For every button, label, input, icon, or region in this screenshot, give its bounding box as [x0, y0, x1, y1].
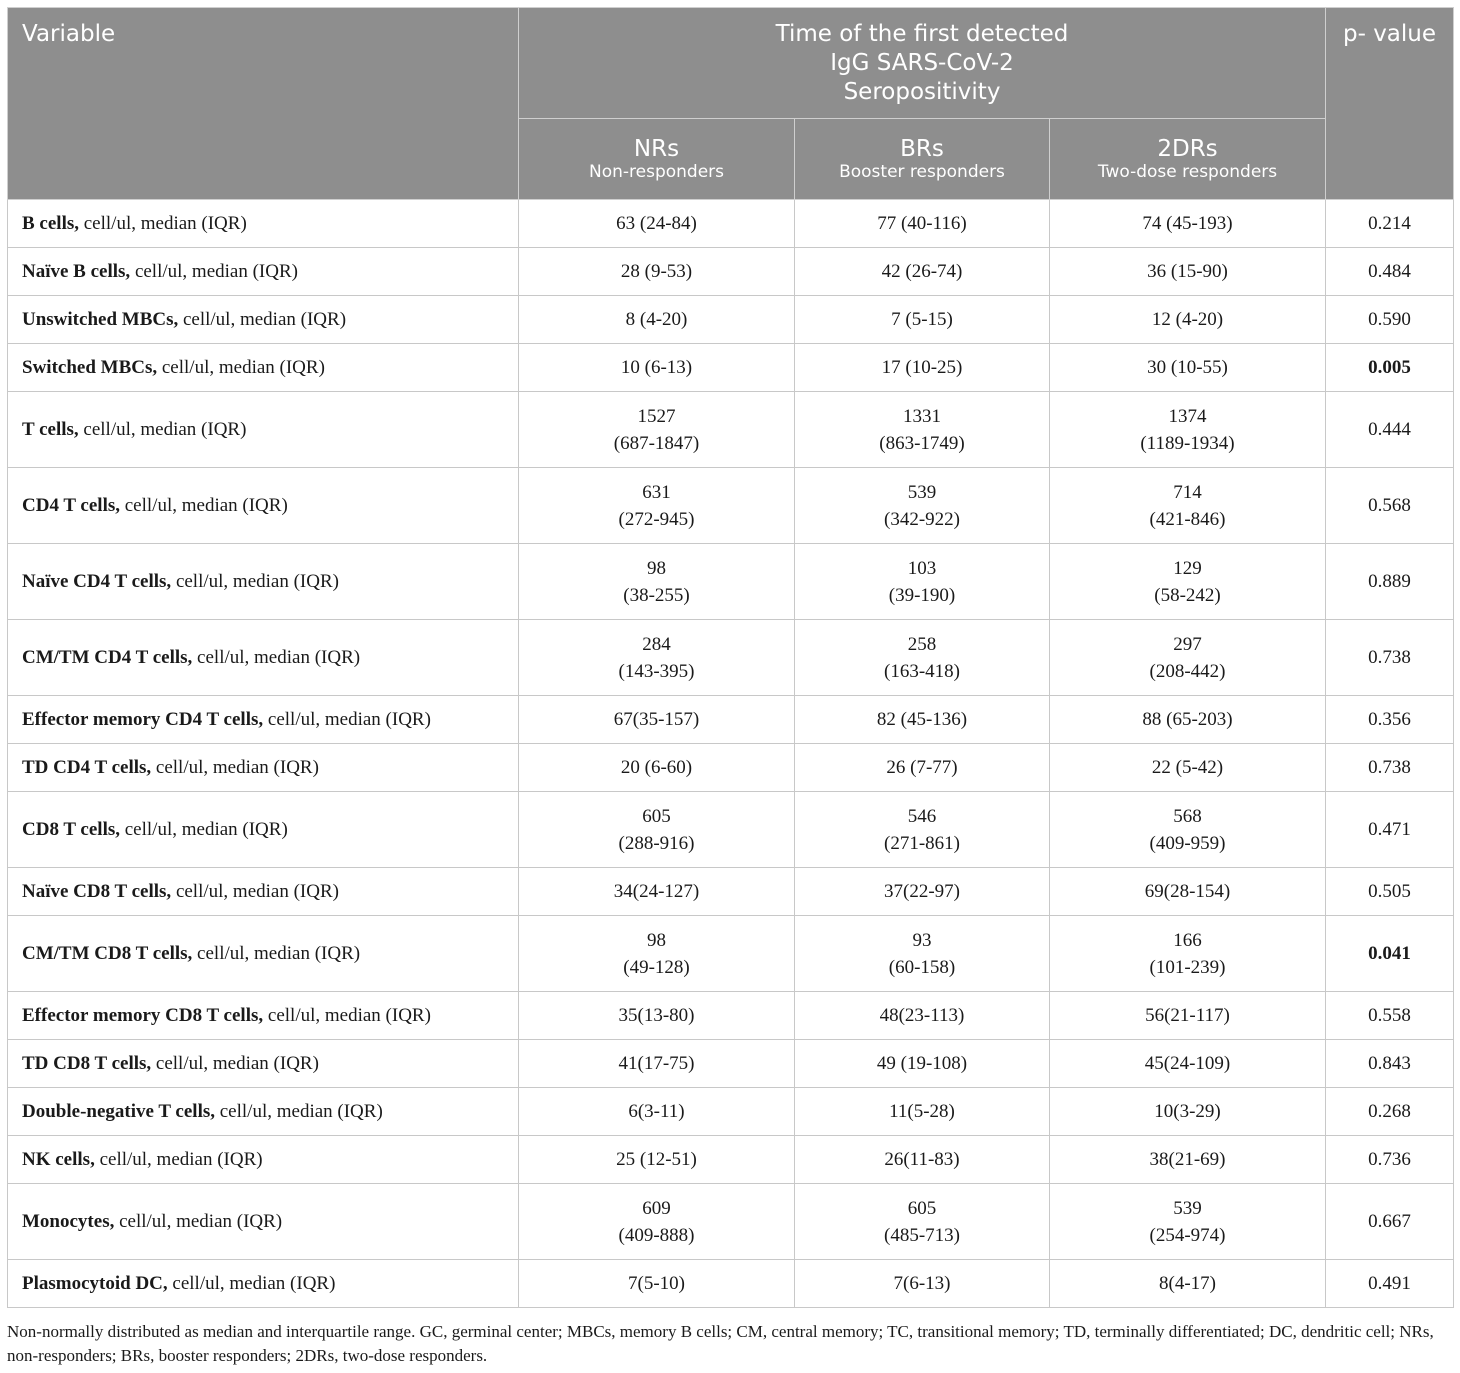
table-row [8, 1184, 1454, 1260]
cell-variable [8, 992, 519, 1040]
cell-p-value: 0.005 [1326, 344, 1454, 392]
cell-value-line: (49-128) [623, 956, 690, 978]
cell-variable [8, 792, 519, 868]
cell-variable [8, 296, 519, 344]
cell-value-line: 103 [907, 557, 937, 579]
table-row [8, 916, 1454, 992]
variable-name: CM/TM CD8 T cells, [22, 943, 193, 964]
table-row [8, 620, 1454, 696]
cell-value-line: 35(13-80) [618, 1005, 695, 1026]
cell-value-line: 67(35-157) [613, 709, 700, 730]
cell-brs [795, 544, 1050, 620]
cell-brs [795, 344, 1050, 392]
cell-value-line: 605 [642, 805, 671, 827]
cell-value-line: (421-846) [1149, 508, 1226, 530]
cell-value-line: 88 (65-203) [1142, 709, 1233, 730]
table-row [8, 1088, 1454, 1136]
cell-value-line: 34(24-127) [613, 881, 700, 902]
cell-2drs [1050, 392, 1326, 468]
cell-value-line: (60-158) [888, 956, 956, 978]
header-2drs-abbr: 2DRs [1157, 136, 1218, 162]
cell-value-line: (1189-1934) [1140, 432, 1235, 454]
cell-nrs [519, 868, 795, 916]
variable-unit: cell/ul, median (IQR) [192, 943, 361, 964]
variable-name: Double-negative T cells, [22, 1101, 215, 1122]
cell-p-value: 0.484 [1326, 248, 1454, 296]
cell-value-line: 8(4-17) [1159, 1273, 1216, 1294]
cell-2drs [1050, 1136, 1326, 1184]
cell-value-line: (254-974) [1149, 1224, 1226, 1246]
variable-name: Effector memory CD4 T cells, [22, 709, 264, 730]
cell-value-line: 26(11-83) [884, 1149, 960, 1170]
cell-nrs [519, 468, 795, 544]
cell-2drs [1050, 296, 1326, 344]
cell-value-line: 6(3-11) [628, 1101, 685, 1122]
cell-nrs [519, 248, 795, 296]
header-p-value: p- value [1326, 8, 1454, 200]
cell-brs [795, 296, 1050, 344]
cell-nrs [519, 992, 795, 1040]
cell-value-line: 26 (7-77) [886, 757, 958, 778]
cell-nrs [519, 296, 795, 344]
header-group-title [519, 8, 1326, 119]
cell-value-line: (143-395) [618, 660, 695, 682]
variable-unit: cell/ul, median (IQR) [79, 213, 247, 234]
cell-variable [8, 200, 519, 248]
variable-unit: cell/ul, median (IQR) [120, 495, 288, 516]
cell-value-line: (288-916) [618, 832, 695, 854]
variable-name: TD CD8 T cells, [22, 1053, 152, 1074]
variable-unit: cell/ul, median (IQR) [94, 1149, 263, 1170]
cell-nrs [519, 1040, 795, 1088]
cell-value-line: 41(17-75) [618, 1053, 695, 1074]
cell-value-line: 7(6-13) [893, 1273, 951, 1294]
cell-variable [8, 1040, 519, 1088]
cell-value-line: 539 [907, 481, 937, 503]
cell-value-line: 93 [912, 929, 932, 951]
cell-value-line: 98 [647, 929, 666, 951]
table-row [8, 248, 1454, 296]
variable-unit: cell/ul, median (IQR) [171, 881, 339, 902]
cell-value-line: (101-239) [1149, 956, 1226, 978]
variable-name: CD4 T cells, [22, 495, 120, 516]
cell-value-line: 42 (26-74) [881, 261, 963, 282]
variable-unit: cell/ul, median (IQR) [151, 1053, 319, 1074]
variable-name: Naïve CD8 T cells, [22, 881, 172, 902]
cell-value-line: 74 (45-193) [1142, 213, 1233, 234]
variable-name: Naïve B cells, [22, 261, 131, 282]
variable-name: Monocytes, [22, 1211, 115, 1232]
cell-value-line: 28 (9-53) [620, 261, 693, 282]
cell-nrs [519, 696, 795, 744]
header-variable: Variable [8, 8, 519, 200]
cell-p-value: 0.444 [1326, 392, 1454, 468]
cell-value-line: 284 [642, 633, 671, 655]
cell-2drs [1050, 868, 1326, 916]
cell-variable [8, 248, 519, 296]
cell-value-line: 8 (4-20) [625, 309, 688, 330]
cell-value-line: 45(24-109) [1144, 1053, 1231, 1074]
cell-nrs [519, 344, 795, 392]
variable-unit: cell/ul, median (IQR) [171, 571, 339, 592]
cell-p-value: 0.736 [1326, 1136, 1454, 1184]
cell-value-line: (409-959) [1149, 832, 1226, 854]
cell-value-line: 568 [1173, 805, 1202, 827]
variable-name: CD8 T cells, [22, 819, 120, 840]
table-footnote: Non-normally distributed as median and interquartile range. GC, germinal center; MBCs, memory B cells; CM, central memory; TC, transitional memory; TD, terminally differentiated; DC, dendritic cell; NRs, non-responders; BRs, booster responders; 2DRs, two-dose responders. [7, 1322, 1434, 1365]
table-body [8, 200, 1454, 1308]
cell-value-line: 631 [642, 481, 671, 503]
cell-variable [8, 1088, 519, 1136]
cell-value-line: 36 (15-90) [1147, 261, 1228, 282]
header-group-title-line: Seropositivity [843, 78, 1001, 105]
cell-2drs [1050, 1088, 1326, 1136]
cell-value-line: 11(5-28) [889, 1101, 955, 1122]
variable-unit: cell/ul, median (IQR) [114, 1211, 283, 1232]
cell-p-value: 0.738 [1326, 620, 1454, 696]
table-row [8, 1260, 1454, 1308]
cell-brs [795, 392, 1050, 468]
cell-value-line: 56(21-117) [1145, 1005, 1230, 1026]
cell-nrs [519, 744, 795, 792]
cell-brs [795, 868, 1050, 916]
variable-unit: cell/ul, median (IQR) [167, 1273, 336, 1294]
cell-value-line: (163-418) [884, 660, 960, 682]
cell-p-value: 0.738 [1326, 744, 1454, 792]
cell-value-line: (272-945) [618, 508, 695, 530]
header-group-title-line: Time of the first detected [775, 20, 1069, 47]
variable-name: Switched MBCs, [22, 357, 158, 378]
cell-value-line: 258 [907, 633, 937, 655]
table-row [8, 744, 1454, 792]
cell-brs [795, 696, 1050, 744]
variable-name: Unswitched MBCs, [22, 309, 179, 330]
cell-variable [8, 1184, 519, 1260]
cell-p-value: 0.667 [1326, 1184, 1454, 1260]
cell-brs [795, 792, 1050, 868]
variable-unit: cell/ul, median (IQR) [151, 757, 319, 778]
variable-name: TD CD4 T cells, [22, 757, 152, 778]
cell-value-line: (863-1749) [879, 432, 965, 454]
cell-variable [8, 344, 519, 392]
cell-nrs [519, 392, 795, 468]
table-row [8, 1136, 1454, 1184]
variable-name: Plasmocytoid DC, [22, 1273, 168, 1294]
cell-value-line: 82 (45-136) [876, 709, 968, 730]
cell-p-value: 0.568 [1326, 468, 1454, 544]
cell-2drs [1050, 792, 1326, 868]
table-row [8, 792, 1454, 868]
cell-value-line: 1331 [903, 405, 941, 427]
header-2drs [1050, 119, 1326, 200]
cell-value-line: (409-888) [618, 1224, 695, 1246]
cell-value-line: 12 (4-20) [1151, 309, 1224, 330]
cell-2drs [1050, 544, 1326, 620]
cell-2drs [1050, 916, 1326, 992]
cell-brs [795, 1260, 1050, 1308]
cell-p-value: 0.590 [1326, 296, 1454, 344]
cell-p-value: 0.505 [1326, 868, 1454, 916]
cell-value-line: 7 (5-15) [891, 309, 953, 330]
variable-unit: cell/ul, median (IQR) [157, 357, 325, 378]
variable-unit: cell/ul, median (IQR) [263, 1005, 431, 1026]
table-row [8, 296, 1454, 344]
cell-value-line: (687-1847) [613, 432, 700, 454]
cell-brs [795, 744, 1050, 792]
variable-unit: cell/ul, median (IQR) [263, 709, 431, 730]
cell-variable [8, 744, 519, 792]
cell-value-line: 10 (6-13) [620, 357, 693, 378]
cell-value-line: (58-242) [1154, 584, 1221, 606]
cell-variable [8, 1260, 519, 1308]
cell-value-line: 7(5-10) [628, 1273, 685, 1294]
header-nrs-full: Non-responders [588, 162, 725, 182]
cell-2drs [1050, 248, 1326, 296]
cell-brs [795, 1040, 1050, 1088]
cell-2drs [1050, 696, 1326, 744]
variable-unit: cell/ul, median (IQR) [192, 647, 361, 668]
cell-value-line: (208-442) [1149, 660, 1226, 682]
variable-unit: cell/ul, median (IQR) [215, 1101, 383, 1122]
cell-value-line: 297 [1173, 633, 1202, 655]
cell-value-line: 63 (24-84) [616, 213, 697, 234]
cell-2drs [1050, 992, 1326, 1040]
cell-value-line: 69(28-154) [1144, 881, 1231, 902]
cell-value-line: 10(3-29) [1154, 1101, 1221, 1122]
cell-nrs [519, 1088, 795, 1136]
cell-value-line: 22 (5-42) [1151, 757, 1224, 778]
cell-value-line: 25 (12-51) [616, 1149, 697, 1170]
cell-brs [795, 1184, 1050, 1260]
cell-value-line: (38-255) [623, 584, 690, 606]
cell-variable [8, 620, 519, 696]
variable-unit: cell/ul, median (IQR) [178, 309, 347, 330]
cell-value-line: 17 (10-25) [881, 357, 963, 378]
header-brs-abbr: BRs [900, 136, 944, 162]
cell-value-line: (342-922) [884, 508, 960, 530]
cell-2drs [1050, 744, 1326, 792]
cell-nrs [519, 1260, 795, 1308]
cell-variable [8, 468, 519, 544]
cell-value-line: 38(21-69) [1149, 1149, 1226, 1170]
cell-value-line: 1374 [1168, 405, 1207, 427]
variable-unit: cell/ul, median (IQR) [130, 261, 298, 282]
header-brs-full: Booster responders [839, 162, 1005, 182]
cell-value-line: 1527 [637, 405, 676, 427]
cell-variable [8, 544, 519, 620]
variable-unit: cell/ul, median (IQR) [78, 419, 247, 440]
cell-variable [8, 696, 519, 744]
header-group-title-line: IgG SARS-CoV-2 [830, 49, 1014, 76]
cell-value-line: 129 [1173, 557, 1202, 579]
cell-p-value: 0.041 [1326, 916, 1454, 992]
variable-name: T cells, [22, 419, 79, 440]
header-brs [795, 119, 1050, 200]
cell-brs [795, 200, 1050, 248]
variable-unit: cell/ul, median (IQR) [120, 819, 288, 840]
cell-nrs [519, 792, 795, 868]
cell-value-line: 714 [1173, 481, 1202, 503]
variable-name: NK cells, [22, 1149, 95, 1170]
cell-brs [795, 468, 1050, 544]
cell-p-value: 0.491 [1326, 1260, 1454, 1308]
cell-2drs [1050, 200, 1326, 248]
cell-value-line: 609 [642, 1197, 671, 1219]
data-table [7, 7, 1454, 1308]
cell-brs [795, 1088, 1050, 1136]
cell-2drs [1050, 1040, 1326, 1088]
cell-variable [8, 392, 519, 468]
cell-value-line: (485-713) [884, 1224, 960, 1246]
table-row [8, 344, 1454, 392]
table-row [8, 468, 1454, 544]
cell-nrs [519, 200, 795, 248]
header-nrs-abbr: NRs [633, 136, 680, 162]
cell-2drs [1050, 468, 1326, 544]
cell-p-value: 0.889 [1326, 544, 1454, 620]
header-2drs-full: Two-dose responders [1097, 162, 1278, 182]
variable-name: CM/TM CD4 T cells, [22, 647, 193, 668]
cell-variable [8, 916, 519, 992]
cell-value-line: 605 [907, 1197, 937, 1219]
cell-2drs [1050, 1184, 1326, 1260]
cell-value-line: 98 [647, 557, 666, 579]
cell-nrs [519, 1136, 795, 1184]
cell-p-value: 0.214 [1326, 200, 1454, 248]
cell-p-value: 0.471 [1326, 792, 1454, 868]
table-row [8, 868, 1454, 916]
table-header [8, 8, 1454, 200]
cell-variable [8, 868, 519, 916]
cell-value-line: 37(22-97) [884, 881, 960, 902]
cell-value-line: 20 (6-60) [620, 757, 693, 778]
cell-nrs [519, 916, 795, 992]
cell-value-line: 49 (19-108) [876, 1053, 968, 1074]
cell-nrs [519, 1184, 795, 1260]
cell-p-value: 0.843 [1326, 1040, 1454, 1088]
cell-value-line: (39-190) [888, 584, 956, 606]
cell-brs [795, 916, 1050, 992]
cell-brs [795, 248, 1050, 296]
variable-name: Effector memory CD8 T cells, [22, 1005, 264, 1026]
variable-name: Naïve CD4 T cells, [22, 571, 172, 592]
cell-value-line: 77 (40-116) [877, 213, 967, 234]
cell-value-line: 546 [907, 805, 937, 827]
cell-value-line: 166 [1173, 929, 1202, 951]
cell-value-line: 539 [1173, 1197, 1202, 1219]
cell-variable [8, 1136, 519, 1184]
cell-p-value: 0.558 [1326, 992, 1454, 1040]
table-row [8, 1040, 1454, 1088]
cell-value-line: 48(23-113) [879, 1005, 965, 1026]
cell-brs [795, 1136, 1050, 1184]
variable-name: B cells, [22, 213, 79, 234]
table-row [8, 544, 1454, 620]
cell-value-line: (271-861) [884, 832, 960, 854]
table-row [8, 200, 1454, 248]
cell-2drs [1050, 344, 1326, 392]
cell-value-line: 30 (10-55) [1147, 357, 1228, 378]
table-row [8, 392, 1454, 468]
table-row [8, 696, 1454, 744]
table-row [8, 992, 1454, 1040]
cell-p-value: 0.268 [1326, 1088, 1454, 1136]
cell-brs [795, 992, 1050, 1040]
cell-nrs [519, 544, 795, 620]
cell-brs [795, 620, 1050, 696]
cell-p-value: 0.356 [1326, 696, 1454, 744]
header-nrs [519, 119, 795, 200]
cell-nrs [519, 620, 795, 696]
cell-2drs [1050, 620, 1326, 696]
cell-2drs [1050, 1260, 1326, 1308]
